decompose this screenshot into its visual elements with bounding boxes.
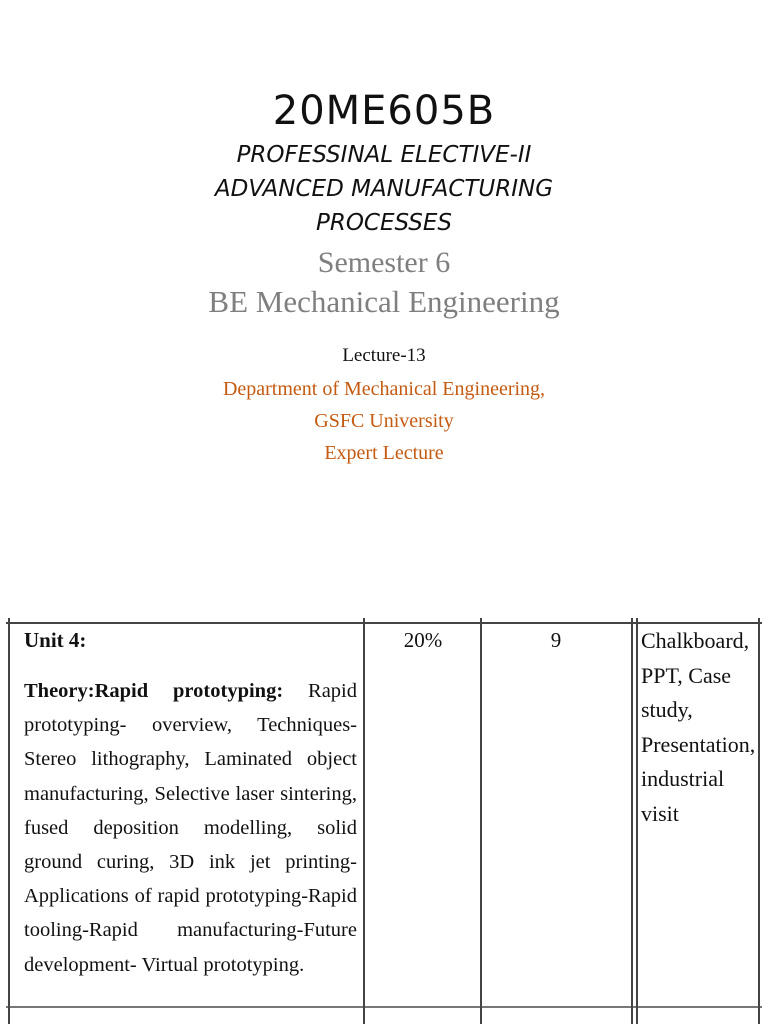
table-row-border [6, 1006, 762, 1008]
course-code-title: 20ME605B [272, 88, 496, 134]
subtitle-line-3: PROCESSES [315, 210, 453, 236]
subtitle-line-2: ADVANCED MANUFACTURING [214, 176, 554, 202]
subtitle-line-1: PROFESSINAL ELECTIVE-II [236, 142, 532, 168]
semester-label: Semester 6 [317, 246, 451, 279]
weightage-cell: 20% [403, 628, 443, 652]
table-divider-1 [363, 618, 365, 1024]
teaching-method-cell: Chalkboard, PPT, Case study, Presentation, industrial visit [641, 628, 756, 826]
theory-label: Theory:Rapid prototyping: [24, 680, 284, 702]
theory-text: Rapid prototyping- overview, Techniques- Stereo lithography, Laminated object manufacturing, Selective laser sintering, fused deposition modelling, solid ground curing, 3D ink jet printing-Applications of rapid prototyping-Rapid tooling-Rapid manufacturing-Future development- Virtual prototyping. [24, 680, 358, 976]
lecture-number: Lecture-13 [342, 345, 426, 366]
university-name: GSFC University [314, 410, 454, 432]
unit-table [0, 598, 768, 1024]
hours-cell: 9 [550, 628, 562, 652]
department-name: Department of Mechanical Engineering, [222, 378, 546, 400]
lecture-type: Expert Lecture [324, 442, 444, 464]
table-divider-2 [480, 618, 482, 1024]
table-divider-3 [631, 618, 633, 1024]
table-divider-3b [636, 618, 638, 1024]
unit-heading: Unit 4: [24, 628, 87, 652]
program-label: BE Mechanical Engineering [208, 284, 560, 319]
theory-content [24, 674, 357, 982]
table-border-left [8, 618, 10, 1024]
